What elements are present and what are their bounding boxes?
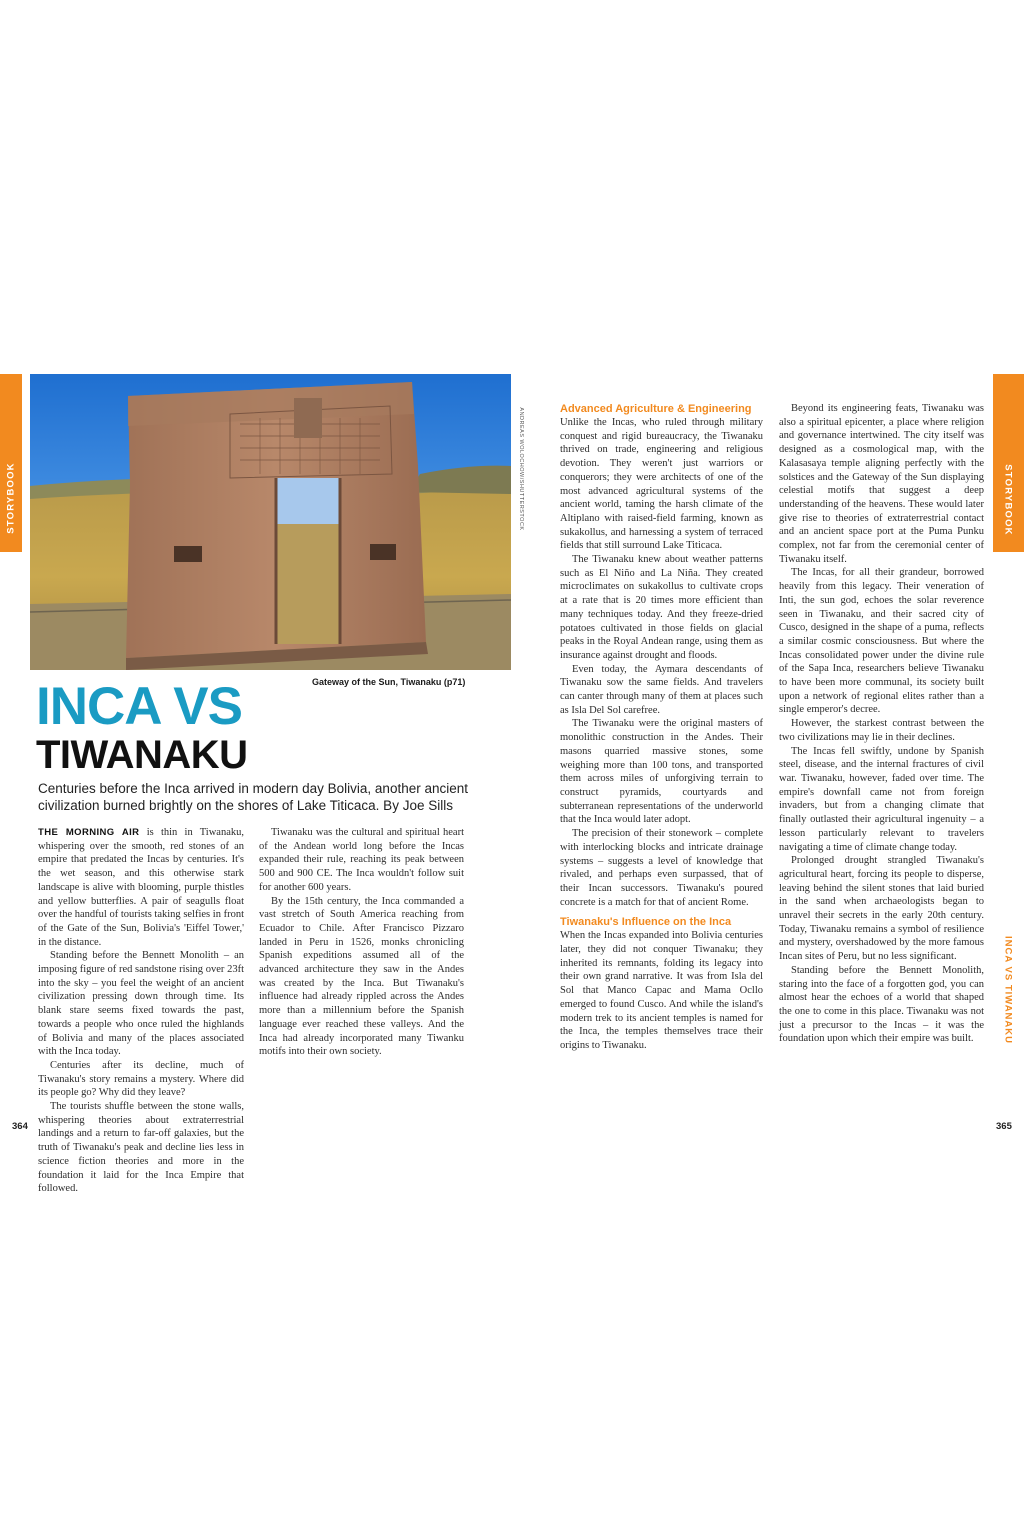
paragraph: Standing before the Bennett Monolith – an imposing figure of red sandstone rising over 23ft into the sky – you feel the weight of an ancient civilization pressing down through time. Its blank stare seems fixed towards the past, towards a people who once ruled the highlands of Bolivia and many of the places associated with the Inca today. [38,950,244,1058]
paragraph: Prolonged drought strangled Tiwanaku's agricultural heart, forcing its people to disperse, leaving behind the silent stones that laid buried in the sand when archaeologists began to unravel their secrets in the early 20th century. Today, Tiwanaku remains a symbol of resilience and mystery, overshadowed by the more famous Incan sites of Peru, but no less significant. [779,855,984,963]
paragraph: The precision of their stonework – complete with interlocking blocks and intricate drainage systems – suggests a level of knowledge that rivaled, and perhaps even surpassed, that of their Incan successors. Tiwanaku's poured concrete is a match for that of ancient Rome. [560,828,763,908]
subheading: Tiwanaku's Influence on the Inca [560,916,732,929]
paragraph: The Incas fell swiftly, undone by Spanish steel, disease, and the internal fractures of civil war. Tiwanaku, however, faded over time. The empire's downfall came not from foreign invaders, but from a changing climate that finally outlasted their agricultural ingenuity – a lesson particularly relevant to travelers navigating a time of climate change today. [779,745,984,853]
paragraph: The Tiwanaku were the original masters of monolithic construction in the Andes. Their masons quarried massive stones, some weighing more than 100 tons, and transported them across miles of unforgiving terrain to construct pyramids, courtyards and subterranean representations of the underworld that the Inca would later adopt. [560,718,763,826]
storybook-tab-right [993,374,1024,552]
storybook-label-right: STORYBOOK [1002,464,1014,536]
paragraph: The Incas, for all their grandeur, borrowed heavily from this legacy. Their veneration of Inti, the sun god, echoes the solar reverence seen in Tiwanaku, and their sacred city of Cusco, designed in the shape of a puma, reflects a similar cosmic consciousness. But where the Incas consolidated power under the divine rule of the Sapa Inca, researchers believe Tiwanaku to have been more communal, its society built upon a network of regional elites rather than a single emperor's decree. [779,567,984,716]
paragraph [38,826,244,949]
standfirst: Centuries before the Inca arrived in modern day Bolivia, another ancient civilization burned brightly on the shores of Lake Titicaca. By Joe Sills [38,781,468,813]
lead-in: THE MORNING AIR [38,827,140,838]
paragraph: Even today, the Aymara descendants of Tiwanaku sow the same fields. And travelers can canter through many of them at places such as Isla Del Sol carefree. [560,663,763,716]
body-column-4 [779,402,984,1046]
paragraph: Beyond its engineering feats, Tiwanaku was also a spiritual epicenter, a place where religion and governance intertwined. The city itself was designed as a cosmological map, with the Kalasasaya temple aligning perfectly with the solstices and the Gateway of the Sun displaying celestial motifs that suggest a deep understanding of the heavens. These would later give rise to theories of extraterrestrial contact and an ancient space port at the Puma Punku complex, not far from the ceremonial center of Tiwanaku itself. [779,403,984,565]
photo-credit: ANDREAS WOLOCHOW/SHUTTERSTOCK [518,407,524,531]
paragraph: Tiwanaku was the cultural and spiritual heart of the Andean world long before the Incas expanded their rule, reaching its peak between 500 and 900 CE. The Inca wouldn't follow suit for another 600 years. [259,827,464,893]
paragraph: When the Incas expanded into Bolivia centuries later, they did not conquer Tiwanaku; they inherited its remnants, folding its legacy into their own grand narrative. It was from Isla del Sol that Manco Capac and Mama Ocllo emerged to found Cusco. And while the island's modern trek to its ancient temples is named for the Inca, the temples themselves trace their origins to Tiwanaku. [560,930,763,1051]
gateway-photo [30,374,511,670]
page-number-left: 364 [12,1121,28,1132]
photo-caption: Gateway of the Sun, Tiwanaku (p71) [312,677,466,687]
gateway-stone [126,382,428,670]
body-column-2 [259,826,464,1059]
magazine-spread [0,374,1024,1195]
headline-line-2: TIWANAKU [36,733,248,777]
paragraph: Unlike the Incas, who ruled through military conquest and rigid bureaucracy, the Tiwanaku thrived on trade, engineering and religious devotion. They weren't just warriors or conquerors; they were architects of one of the most advanced agricultural systems of the ancient world, taming the harsh climate of the Altiplano with raised-field farming, known as sukakollus, and harnessing a system of terraced fields that still surround Lake Titicaca. [560,417,763,552]
body-column-1 [38,826,244,1196]
paragraph: Centuries after its decline, much of Tiwanaku's story remains a mystery. Where did its people go? Why did they leave? [38,1059,244,1099]
subheading: Advanced Agriculture & Engineering [560,403,752,415]
headline-line-1: INCA VS [36,677,243,736]
storybook-label-left: STORYBOOK [5,462,17,534]
paragraph: Standing before the Bennett Monolith, staring into the face of a forgotten god, you can almost hear the echoes of a world that shaped the one to come in this place. Tiwanaku was not just a precursor to the Incas – it was the foundation upon which their empire was built. [779,964,984,1045]
paragraph: However, the starkest contrast between the two civilizations may lie in their declines. [779,718,984,743]
paragraph-text: is thin in Tiwanaku, whispering over the smooth, red stones of an empire that predated the Incas by centuries. It's the wet season, and this otherwise stark landscape is alive with blooming, purple thistles and yellow butterflies. A pair of seagulls float over the handful of tourists taking selfies in front of the Gate of the Sun, Bolivia's 'Eiffel Tower,' in the distance. [38,827,244,948]
page-number-right: 365 [996,1121,1012,1132]
storybook-tab-left [0,374,22,552]
section-title-vertical: INCA VS TIWANAKU [1002,935,1014,1045]
paragraph: The tourists shuffle between the stone walls, whispering theories about extraterrestrial landings and a return to far-off galaxies, but the truth of Tiwanaku's peak and decline lies less in science fiction theories and more in the foundation it laid for the Inca Empire that followed. [38,1101,244,1195]
paragraph: The Tiwanaku knew about weather patterns such as El Niño and La Niña. They created microclimates on sukakollus to cultivate crops at a rate that is 20 times more efficient than many techniques today. And they freeze-dried potatoes cultivated in those fields on glacial peaks in the Royal Andean range, using them as insurance against drought and floods. [560,554,763,661]
body-column-3 [560,402,763,1053]
paragraph: By the 15th century, the Inca commanded a vast stretch of South America reaching from Ecuador to Chile. After Francisco Pizzaro landed in Peru in 1526, monks chronicling Spanish expeditions assumed all of the advanced architecture they saw in the Andes was created by the Inca. But Tiwanaku's influence had already rippled across the Andes more than a millennium before the Spanish language ever reached these valleys. And the Inca had already incorporated many Tiwanku motifs into their own society. [259,895,464,1058]
